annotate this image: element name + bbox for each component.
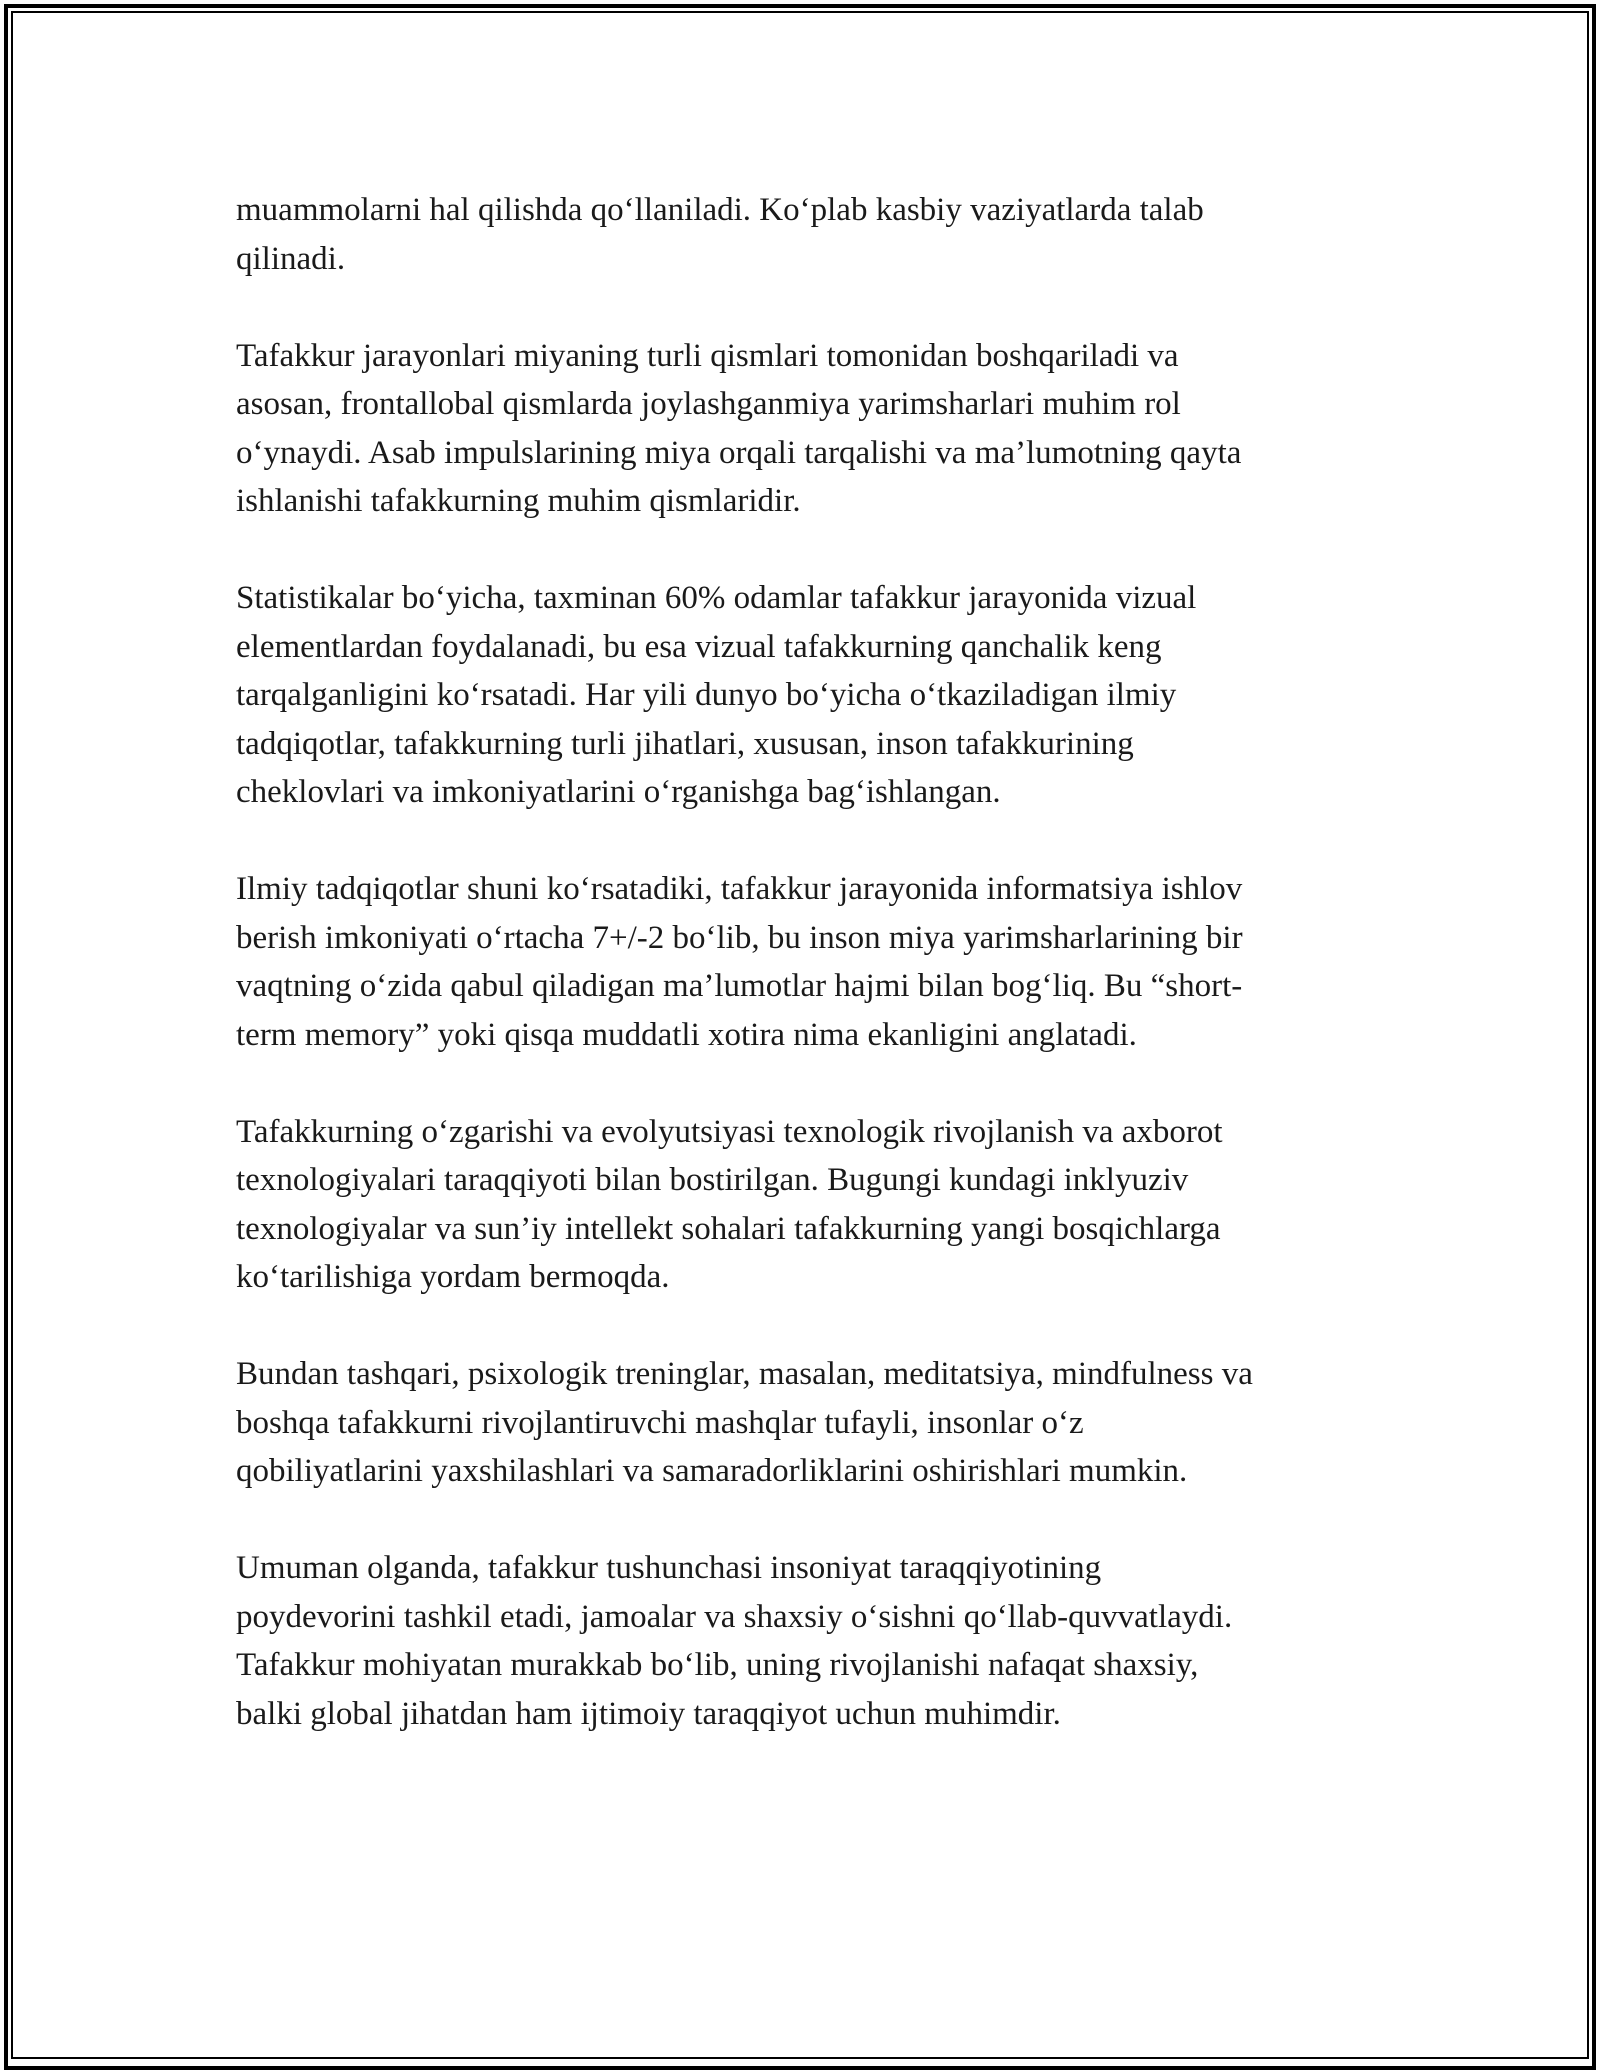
text-line: cheklovlari va imkoniyatlarini o‘rganishga bag‘ishlangan.: [236, 774, 1001, 810]
paragraph: [236, 1544, 1386, 1738]
paragraph: [236, 186, 1386, 283]
text-line: Tafakkur jarayonlari miyaning turli qismlari tomonidan boshqariladi va: [236, 337, 1179, 374]
text-line: Tafakkurning o‘zgarishi va evolyutsiyasi texnologik rivojlanish va axborot: [236, 1113, 1223, 1150]
text-line: Tafakkur mohiyatan murakkab bo‘lib, uning rivojlanishi nafaqat shaxsiy,: [236, 1647, 1199, 1683]
text-line: muammolarni hal qilishda qo‘llaniladi. Ko‘plab kasbiy vaziyatlarda talab: [236, 192, 1204, 228]
text-line: tadqiqotlar, tafakkurning turli jihatlari, xususan, inson tafakkurining: [236, 725, 1134, 762]
paragraph: [236, 574, 1386, 817]
text-line: Bundan tashqari, psixologik treninglar, masalan, meditatsiya, mindfulness va: [236, 1356, 1253, 1392]
text-line: Umuman olganda, tafakkur tushunchasi insoniyat taraqqiyotining: [236, 1550, 1102, 1586]
text-line: Ilmiy tadqiqotlar shuni ko‘rsatadiki, tafakkur jarayonida informatsiya ishlov: [236, 871, 1243, 907]
text-line: qobiliyatlarini yaxshilashlari va samaradorliklarini oshirishlari mumkin.: [236, 1453, 1188, 1489]
paragraph: [236, 332, 1386, 526]
text-line: vaqtning o‘zida qabul qiladigan ma’lumotlar hajmi bilan bog‘liq. Bu “short-: [236, 968, 1243, 1004]
text-line: o‘ynaydi. Asab impulslarining miya orqali tarqalishi va ma’lumotning qayta: [236, 434, 1242, 471]
text-line: balki global jihatdan ham ijtimoiy taraqqiyot uchun muhimdir.: [236, 1695, 1061, 1732]
text-line: tarqalganligini ko‘rsatadi. Har yili dunyo bo‘yicha o‘tkaziladigan ilmiy: [236, 677, 1177, 713]
text-line: texnologiyalar va sun’iy intellekt sohalari tafakkurning yangi bosqichlarga: [236, 1210, 1221, 1247]
paragraph: [236, 1108, 1386, 1302]
paragraph: [236, 865, 1386, 1059]
text-line: ishlanishi tafakkurning muhim qismlaridir.: [236, 483, 801, 519]
paragraph: [236, 1350, 1386, 1496]
document-body: [236, 186, 1386, 1787]
text-line: asosan, frontallobal qismlarda joylashganmiya yarimsharlari muhim rol: [236, 386, 1181, 422]
text-line: elementlardan foydalanadi, bu esa vizual tafakkurning qanchalik keng: [236, 628, 1162, 665]
text-line: texnologiyalari taraqqiyoti bilan bostirilgan. Bugungi kundagi inklyuziv: [236, 1162, 1189, 1198]
text-line: berish imkoniyati o‘rtacha 7+/-2 bo‘lib, bu inson miya yarimsharlarining bir: [236, 919, 1243, 956]
text-line: Statistikalar bo‘yicha, taxminan 60% odamlar tafakkur jarayonida vizual: [236, 580, 1197, 616]
text-line: qilinadi.: [236, 240, 346, 277]
text-line: poydevorini tashkil etadi, jamoalar va shaxsiy o‘sishni qo‘llab-quvvatlaydi.: [236, 1598, 1233, 1635]
text-line: ko‘tarilishiga yordam bermoqda.: [236, 1259, 670, 1295]
text-line: term memory” yoki qisqa muddatli xotira nima ekanligini anglatadi.: [236, 1016, 1137, 1053]
text-line: boshqa tafakkurni rivojlantiruvchi mashqlar tufayli, insonlar o‘z: [236, 1404, 1084, 1441]
